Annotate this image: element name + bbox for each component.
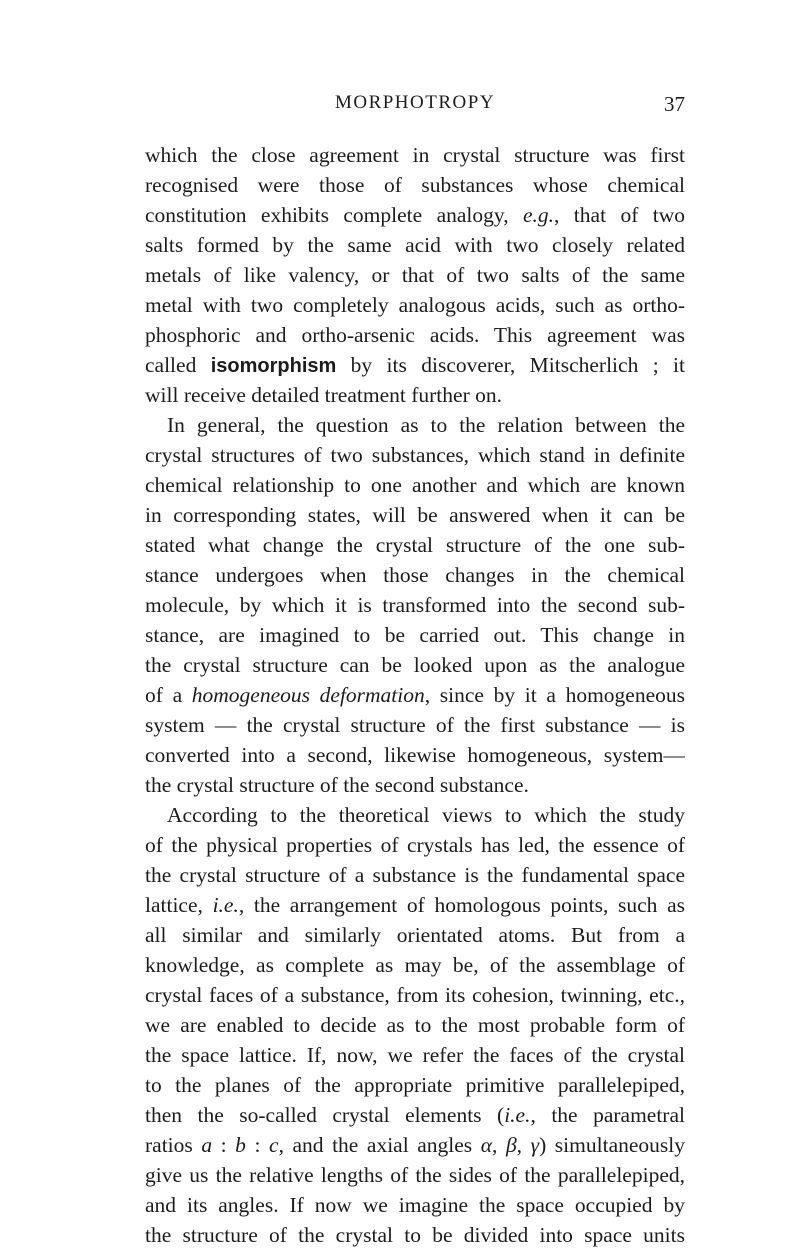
italic-term: homogeneous deformation bbox=[191, 683, 425, 707]
text-line: In general, the question as to the relation between the bbox=[167, 413, 685, 437]
text-line: give us the relative lengths of the sides of the parallelepiped, bbox=[145, 1163, 685, 1187]
text-line: the space lattice. If, now, we refer the faces of the crystal bbox=[145, 1043, 685, 1067]
text-line: lattice, i.e., the arrangement of homologous points, such as bbox=[145, 893, 685, 917]
text-line: and its angles. If now we imagine the space occupied by bbox=[145, 1193, 685, 1217]
bold-term: isomorphism bbox=[210, 355, 337, 377]
text-line: phosphoric and ortho-arsenic acids. This agreement was bbox=[145, 323, 685, 347]
text-line: ratios a : b : c, and the axial angles α, β, γ) simultaneously bbox=[145, 1133, 685, 1157]
text-line: crystal structures of two substances, which stand in definite bbox=[145, 443, 685, 467]
text-line: the crystal structure of a substance is the fundamental space bbox=[145, 863, 685, 887]
text-line: knowledge, as complete as may be, of the assemblage of bbox=[145, 953, 685, 977]
text-line: will receive detailed treatment further on. bbox=[145, 383, 502, 407]
text-line: According to the theoretical views to which the study bbox=[167, 803, 685, 827]
text-line: metals of like valency, or that of two salts of the same bbox=[145, 263, 685, 287]
body-text bbox=[145, 140, 685, 1250]
text-line: system — the crystal structure of the first substance — is bbox=[145, 713, 685, 737]
text-line: then the so-called crystal elements (i.e., the parametral bbox=[145, 1103, 685, 1127]
italic-term: a bbox=[201, 1133, 213, 1157]
text-line: metal with two completely analogous acids, such as ortho- bbox=[145, 293, 685, 317]
text-line: constitution exhibits complete analogy, e.g., that of two bbox=[145, 203, 685, 227]
page-number: 37 bbox=[664, 92, 685, 116]
italic-term: b bbox=[235, 1133, 246, 1157]
running-head bbox=[145, 92, 685, 122]
italic-term: β bbox=[505, 1133, 517, 1157]
text-line: stance, are imagined to be carried out. This change in bbox=[145, 623, 685, 647]
italic-term: c bbox=[269, 1133, 279, 1157]
text-line: stated what change the crystal structure of the one sub- bbox=[145, 533, 685, 557]
text-line: chemical relationship to one another and which are known bbox=[145, 473, 685, 497]
text-line: salts formed by the same acid with two closely related bbox=[145, 233, 685, 257]
running-title: MORPHOTROPY bbox=[334, 92, 496, 113]
text-line: to the planes of the appropriate primitive parallelepiped, bbox=[145, 1073, 685, 1097]
text-line: in corresponding states, will be answered when it can be bbox=[145, 503, 685, 527]
text-line: crystal faces of a substance, from its cohesion, twinning, etc., bbox=[145, 983, 685, 1007]
text-line: which the close agreement in crystal structure was first bbox=[145, 143, 685, 167]
text-line: recognised were those of substances whose chemical bbox=[145, 173, 685, 197]
text-line: of the physical properties of crystals has led, the essence of bbox=[145, 833, 685, 857]
text-line: stance undergoes when those changes in the chemical bbox=[145, 563, 685, 587]
italic-term: i.e., bbox=[212, 893, 245, 917]
italic-term: e.g. bbox=[523, 203, 555, 227]
italic-term: α bbox=[480, 1133, 493, 1157]
text-line: we are enabled to decide as to the most probable form of bbox=[145, 1013, 685, 1037]
text-line: molecule, by which it is transformed into the second sub- bbox=[145, 593, 685, 617]
italic-term: i.e. bbox=[504, 1103, 531, 1127]
text-line: the crystal structure can be looked upon as the analogue bbox=[145, 653, 685, 677]
text-line: all similar and similarly orientated atoms. But from a bbox=[145, 923, 685, 947]
text-line: the crystal structure of the second substance. bbox=[145, 773, 529, 797]
italic-term: γ bbox=[530, 1133, 540, 1157]
text-line: called isomorphism by its discoverer, Mitscherlich ; it bbox=[145, 353, 685, 377]
text-line: converted into a second, likewise homogeneous, system— bbox=[145, 743, 685, 767]
text-line: of a homogeneous deformation, since by it a homogeneous bbox=[145, 683, 685, 707]
text-line: the structure of the crystal to be divided into space units bbox=[145, 1223, 685, 1247]
